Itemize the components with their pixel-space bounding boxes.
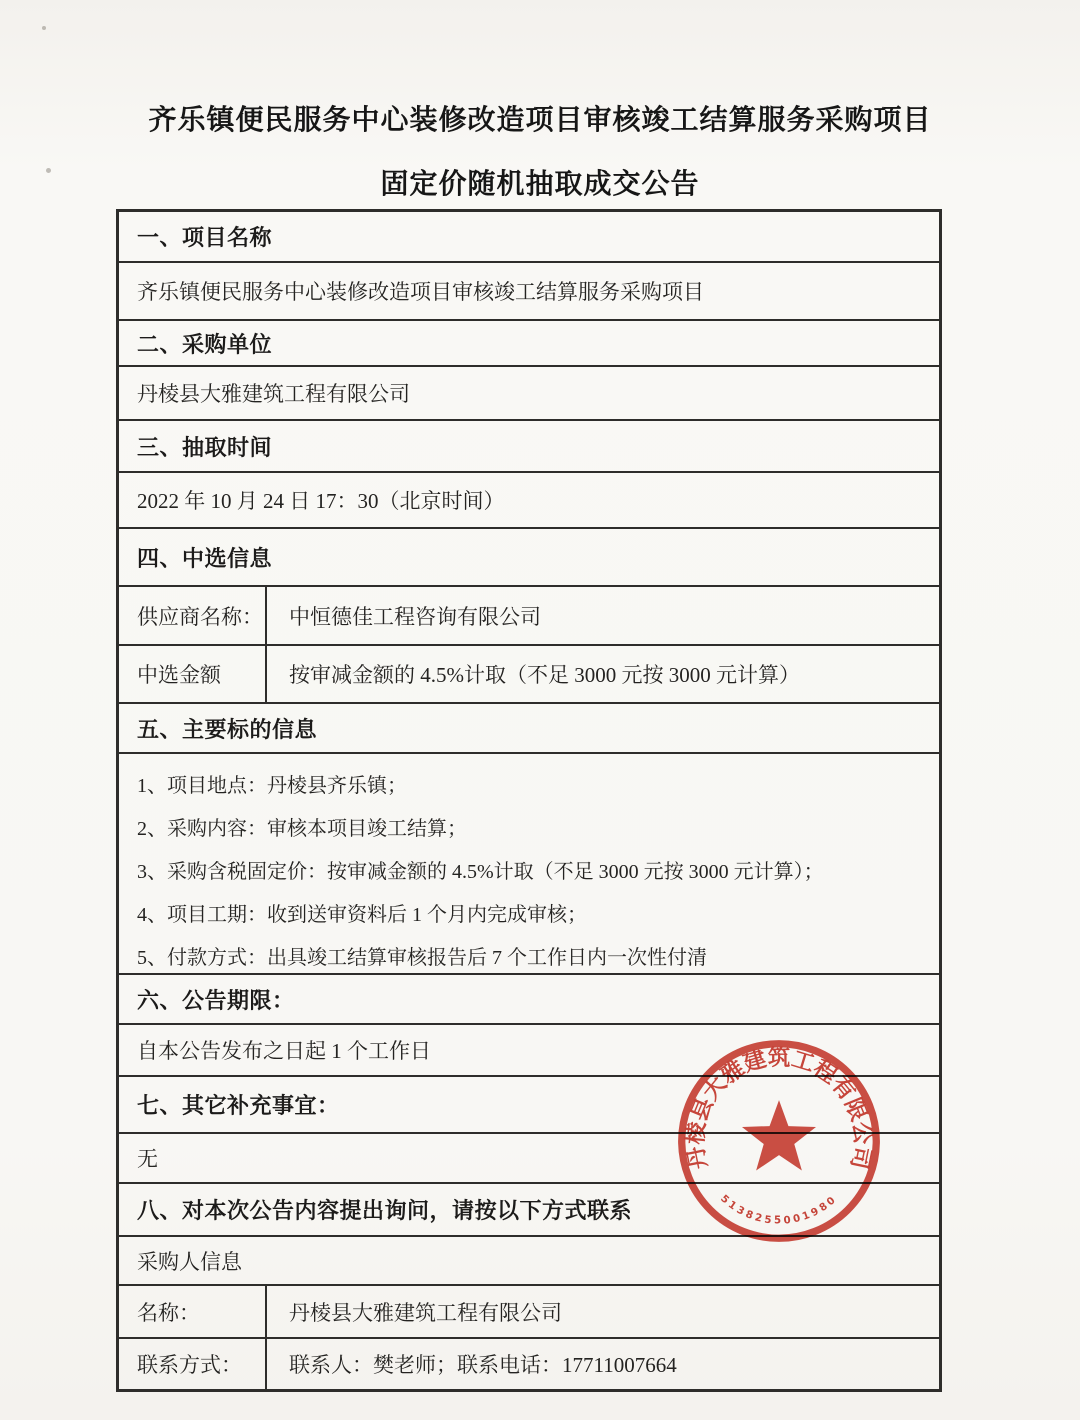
supplementary-value: 无 bbox=[137, 1147, 158, 1171]
buyer-name-label: 名称： bbox=[137, 1300, 200, 1325]
contact-value-cell bbox=[267, 1349, 939, 1379]
section7-header-label: 七、其它补充事宜： bbox=[137, 1093, 340, 1118]
section6-header bbox=[119, 975, 939, 1025]
supplier-row bbox=[119, 587, 939, 646]
subject-item-5: 5、付款方式：出具竣工结算审核报告后 7 个工作日内一次性付清 bbox=[137, 947, 707, 969]
section8-header-label: 八、对本次公告内容提出询问，请按以下方式联系 bbox=[137, 1198, 633, 1223]
section5-content bbox=[119, 754, 939, 975]
section6-header-label: 六、公告期限： bbox=[137, 987, 295, 1013]
contact-label: 联系方式： bbox=[137, 1353, 242, 1377]
seal-code-text: 5138255001980 bbox=[718, 1193, 840, 1227]
section4-header-label: 四、中选信息 bbox=[137, 545, 273, 571]
buyer-info-label: 采购人信息 bbox=[137, 1249, 242, 1274]
section3-content bbox=[119, 473, 939, 529]
amount-label-cell bbox=[119, 646, 267, 702]
supplier-value: 中恒德佳工程咨询有限公司 bbox=[289, 604, 541, 629]
amount-label: 中选金额 bbox=[137, 663, 221, 687]
title-line-2: 固定价随机抽取成交公告 bbox=[380, 169, 700, 200]
subject-item-1: 1、项目地点：丹棱县齐乐镇； bbox=[137, 775, 407, 797]
title-line-1: 齐乐镇便民服务中心装修改造项目审核竣工结算服务采购项目 bbox=[148, 105, 932, 136]
draw-time-value: 2022 年 10 月 24 日 17：30（北京时间） bbox=[137, 489, 505, 513]
svg-text:5138255001980 bbox=[718, 1193, 840, 1226]
subject-item-4: 4、项目工期：收到送审资料后 1 个月内完成审核； bbox=[137, 904, 587, 926]
scan-speck bbox=[42, 26, 46, 30]
section3-header bbox=[119, 421, 939, 473]
section1-content bbox=[119, 263, 939, 321]
amount-value-cell bbox=[267, 659, 939, 689]
amount-value: 按审减金额的 4.5%计取（不足 3000 元按 3000 元计算） bbox=[289, 663, 800, 687]
amount-row bbox=[119, 646, 939, 704]
seal-star-icon bbox=[742, 1100, 816, 1170]
buyer-name-value: 丹棱县大雅建筑工程有限公司 bbox=[289, 1300, 562, 1325]
contact-value: 联系人：樊老师；联系电话：17711007664 bbox=[289, 1353, 677, 1377]
announcement-period-value: 自本公告发布之日起 1 个工作日 bbox=[137, 1039, 431, 1063]
supplier-label-cell bbox=[119, 587, 267, 644]
contact-label-cell bbox=[119, 1339, 267, 1389]
company-seal bbox=[672, 1034, 886, 1248]
contact-row bbox=[119, 1339, 939, 1389]
section1-header bbox=[119, 212, 939, 263]
subject-item-2: 2、采购内容：审核本项目竣工结算； bbox=[137, 818, 467, 840]
document-title bbox=[0, 106, 1080, 200]
section1-header-label: 一、项目名称 bbox=[137, 225, 273, 250]
section2-header-label: 二、采购单位 bbox=[137, 331, 273, 357]
supplier-label: 供应商名称： bbox=[137, 604, 263, 629]
section3-header-label: 三、抽取时间 bbox=[137, 434, 273, 460]
buyer-name-value-cell bbox=[267, 1297, 939, 1327]
section4-header bbox=[119, 529, 939, 587]
seal-company-text: 丹棱县大雅建筑工程有限公司 bbox=[682, 1045, 876, 1172]
section5-header-label: 五、主要标的信息 bbox=[137, 716, 318, 742]
purchaser-unit-value: 丹棱县大雅建筑工程有限公司 bbox=[137, 382, 410, 406]
section2-header bbox=[119, 321, 939, 367]
project-name-value: 齐乐镇便民服务中心装修改造项目审核竣工结算服务采购项目 bbox=[137, 280, 704, 304]
supplier-value-cell bbox=[267, 601, 939, 631]
section5-header bbox=[119, 704, 939, 754]
section2-content bbox=[119, 367, 939, 421]
buyer-name-label-cell bbox=[119, 1286, 267, 1337]
buyer-name-row bbox=[119, 1286, 939, 1339]
subject-item-3: 3、采购含税固定价：按审减金额的 4.5%计取（不足 3000 元按 3000 元计算）； bbox=[137, 861, 824, 883]
